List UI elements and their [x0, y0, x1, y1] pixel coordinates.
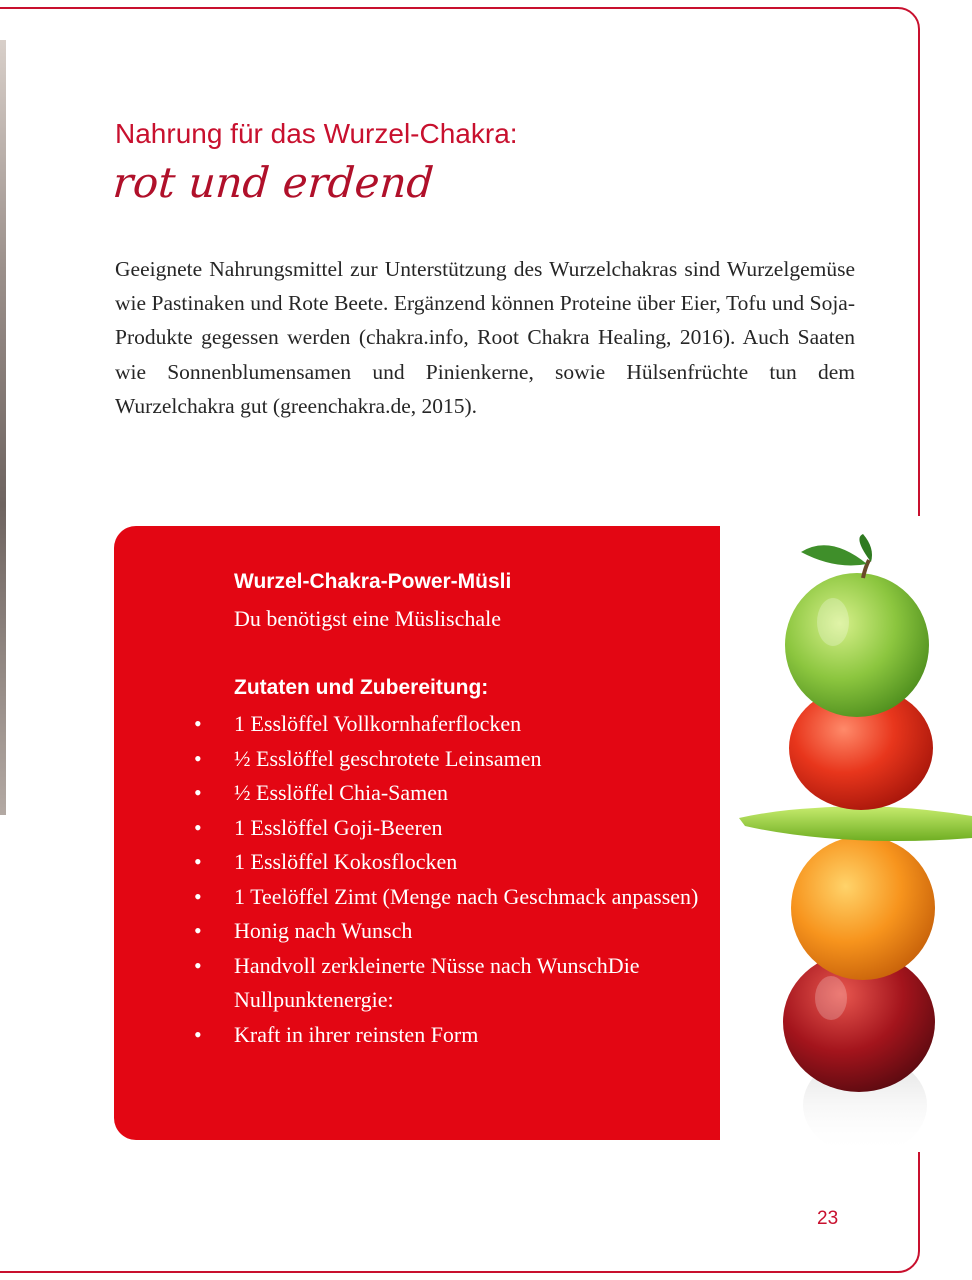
left-edge-photo	[0, 40, 6, 815]
page-number: 23	[817, 1208, 839, 1229]
stacked-fruit-photo	[735, 530, 972, 1160]
list-item: • ½ Esslöffel geschrotete Leinsamen	[234, 742, 704, 777]
list-item: • Kraft in ihrer reinsten Form	[234, 1018, 704, 1053]
recipe-subtitle: Du benötigst eine Müslischale	[234, 606, 502, 631]
list-item: • Handvoll zerkleinerte Nüsse nach WunschDie Nullpunktenergie:	[234, 949, 704, 1018]
recipe-title: Wurzel-Chakra-Power-Müsli	[234, 570, 512, 593]
list-item: • 1 Esslöffel Kokosflocken	[234, 845, 704, 880]
recipe-box	[114, 526, 720, 1140]
list-item: • 1 Esslöffel Goji-Beeren	[234, 811, 704, 846]
list-item: • 1 Teelöffel Zimt (Menge nach Geschmack anpassen)	[234, 880, 704, 915]
intro-paragraph: Geeignete Nahrungsmittel zur Unterstützung des Wurzelchakras sind Wurzelgemüse wie Pastinaken und Rote Beete. Ergänzend können Proteine über Eier, Tofu und Soja-Produkte gegessen werden (chakra.info, Root Chakra Healing, 2016). Auch Saaten wie Sonnenblumensamen und Pinienkerne, sowie Hülsenfrüchte tun dem Wurzelchakra gut (greenchakra.de, 2015).	[115, 257, 855, 418]
ingredients-heading: Zutaten und Zubereitung:	[234, 676, 489, 699]
list-item: • Honig nach Wunsch	[234, 914, 704, 949]
ingredients-list	[234, 707, 704, 1052]
section-title: rot und erdend	[111, 158, 436, 207]
list-item: • ½ Esslöffel Chia-Samen	[234, 776, 704, 811]
section-kicker: Nahrung für das Wurzel-Chakra:	[115, 118, 518, 149]
list-item: • 1 Esslöffel Vollkornhaferflocken	[234, 707, 704, 742]
